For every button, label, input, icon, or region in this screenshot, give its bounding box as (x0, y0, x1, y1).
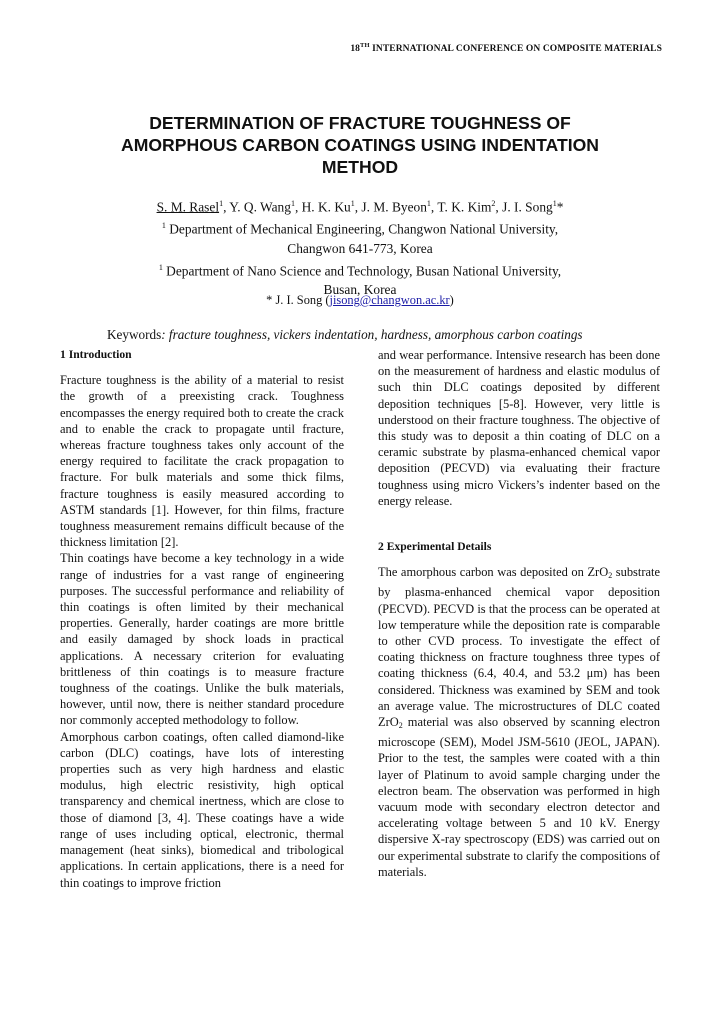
intro-paragraph-2: Thin coatings have become a key technology in a wide range of industries for a vast range of engineering purposes. The successful performance and reliability of thin coatings is often limited by their mechanical properties. Generally, harder coatings are more brittle and easily damaged by shock loads in practical applications. A necessary criterion for evaluating brittleness of thin coatings is to measure fracture toughness of the coatings. Unlike the bulk materials, however, until now, there is neither standard procedure nor commonly accepted methodology to follow. (60, 551, 344, 728)
title-line-3: METHOD (321, 157, 399, 177)
affiliation-2 (60, 258, 660, 280)
author-kim: , T. K. Kim (430, 199, 492, 215)
author-ku: , H. K. Ku (294, 199, 351, 215)
header-number: 18 (350, 44, 361, 55)
intro-paragraph-1: Fracture toughness is the ability of a material to resist the growth of a preexisting crack. Toughness encompasses the energy required both to create the crack and to enable the crack to propagate until fracture, whereas fracture toughness takes only account of the energy required to facilitate the crack propagation to fracture. For bulk materials and some thick films, fracture toughness is easily measured according to ASTM standards [1]. However, for thin films, fracture toughness measurement remains difficult because of the thickness limitation [2]. (60, 373, 344, 550)
author-affil-mark: 1 (552, 199, 557, 208)
experimental-heading: 2 Experimental Details (378, 540, 492, 554)
exp-text-b: substrate by plasma-enhanced chemical vapor deposition (PECVD). PECVD is that the process can be operated at low temperature while the deposition rate is comparable to other CVD process. To investigate the effect of coating thickness on fracture toughness three types of coating thickness (6.4, 40.4, and 53.2 μm) has been considered. Thickness was examined by SEM and took an average value. The microstructures of DLC coated ZrO (378, 565, 660, 730)
author-byeon: , J. M. Byeon (354, 199, 427, 215)
right-paragraph-1: and wear performance. Intensive research has been done on the measurement of hardness and elastic modulus of such thin DLC coatings deposited by different deposition techniques [5-8]. However, very little is understood on their fracture toughness. The objective of this study was to deposit a thin coating of DLC on a ceramic substrate by plasma-enhanced chemical vapor deposition (PECVD) via evaluating their fracture toughness using micro Vickers’s indenter based on the energy release. (378, 348, 660, 508)
exp-text-a: The amorphous carbon was deposited on ZrO (378, 565, 609, 580)
right-column (378, 347, 660, 880)
title-line-2: AMORPHOUS CARBON COATINGS USING INDENTATION (121, 135, 599, 155)
author-rasel: S. M. Rasel (156, 199, 220, 215)
paper-title (60, 112, 660, 178)
subscript: 2 (398, 721, 403, 731)
affiliation-1 (60, 216, 660, 238)
author-block (60, 194, 660, 299)
intro-heading: 1 Introduction (60, 348, 132, 361)
affil-mark: 1 (158, 262, 163, 272)
title-line-1: DETERMINATION OF FRACTURE TOUGHNESS OF (149, 113, 571, 133)
keywords (107, 327, 583, 343)
correspondence-suffix: ) (449, 293, 454, 307)
keywords-label: Keywords (107, 327, 162, 342)
corresponding-mark: * (556, 199, 564, 215)
subscript: 2 (608, 571, 613, 581)
header-text: INTERNATIONAL CONFERENCE ON COMPOSITE MATERIALS (369, 44, 662, 55)
affiliation-2-line-1: Department of Nano Science and Technology, Busan National University, (162, 263, 562, 279)
email-link[interactable]: jisong@changwon.ac.kr (329, 293, 450, 307)
experimental-paragraph (378, 564, 660, 880)
affiliation-2-line-2: Busan, Korea (323, 282, 397, 298)
header-superscript: TH (360, 42, 370, 49)
author-wang: , Y. Q. Wang (223, 199, 291, 215)
intro-paragraph-3: Amorphous carbon coatings, often called diamond-like carbon (DLC) coatings, have lots of interesting properties such as very high hardness and elastic modulus, high electric resistivity, high optical transparency and chemical inertness, which are close to those of diamond [3, 4]. These coatings have a wide range of uses including optical, electronic, thermal management (heat sinks), biomedical and tribological applications. In certain applications, there is a need for thin coatings to improve friction (60, 729, 344, 890)
left-column (60, 347, 344, 891)
running-header (350, 42, 662, 54)
author-affil-mark: 1 (426, 199, 431, 208)
author-list (60, 194, 660, 216)
keywords-text: : fracture toughness, vickers indentation, hardness, amorphous carbon coatings (161, 327, 583, 342)
author-affil-mark: 1 (350, 199, 355, 208)
correspondence (60, 293, 660, 308)
affiliation-1-line-2: Changwon 641-773, Korea (287, 240, 433, 256)
author-affil-mark: 1 (290, 199, 295, 208)
author-affil-mark: 1 (219, 199, 224, 208)
affiliation-1-line-1: Department of Mechanical Engineering, Changwon National University, (165, 221, 559, 237)
affil-mark: 1 (161, 221, 166, 231)
exp-text-c: material was also observed by scanning electron microscope (SEM), Model JSM-5610 (JEOL, JAPAN). Prior to the test, the samples were coated with a thin layer of Platinum to avoid sample charging under the electron beam. The observation was performed in high vacuum mode with secondary electron detector and accelerating voltage between 5 and 10 kV. Energy dispersive X-ray spectroscopy (EDS) was carried out on our experimental substrate to clarify the compositions of materials. (378, 715, 660, 879)
correspondence-prefix: * J. I. Song ( (266, 293, 330, 307)
author-affil-mark: 2 (491, 199, 496, 208)
author-song: , J. I. Song (495, 199, 553, 215)
